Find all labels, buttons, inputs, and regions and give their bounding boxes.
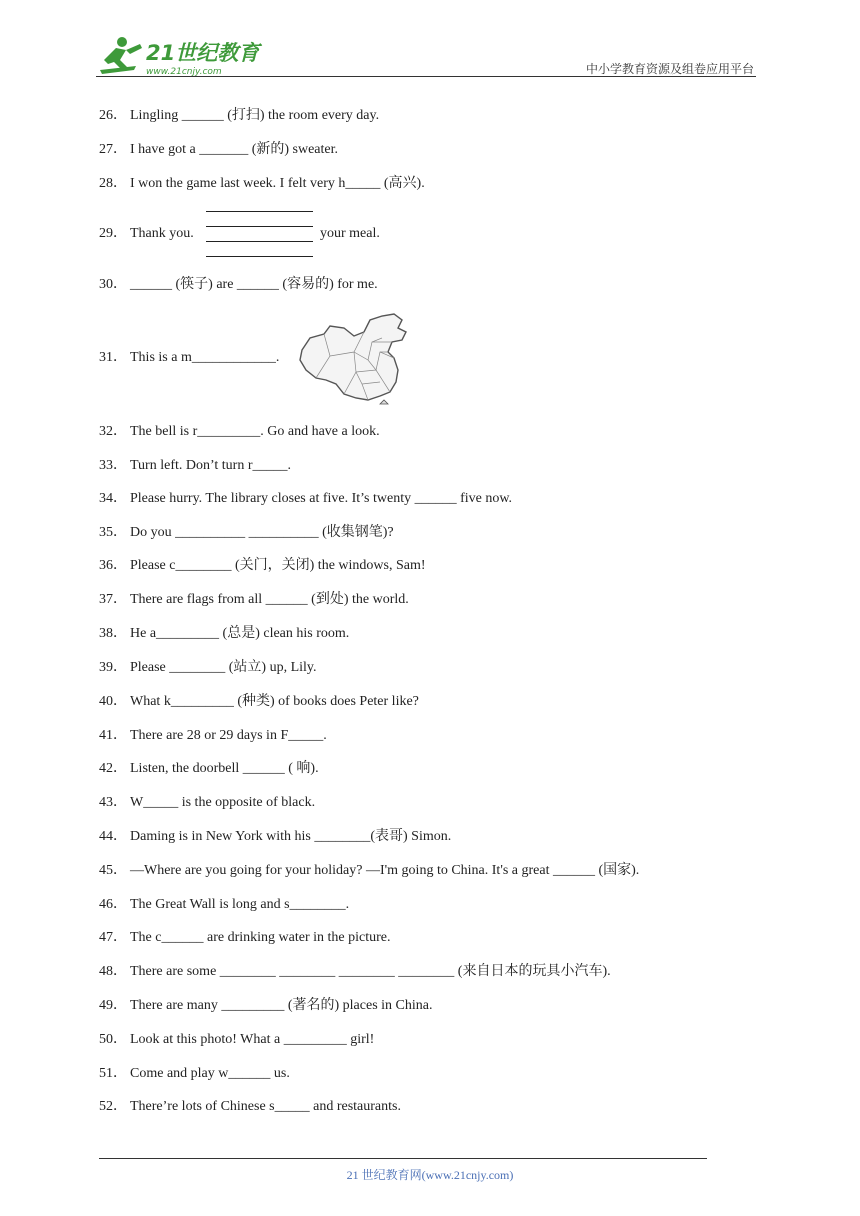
question-number: 44． (99, 829, 127, 844)
question-item (99, 491, 512, 507)
question-number: 46． (99, 897, 127, 912)
question-item (99, 964, 611, 980)
question-item (99, 458, 291, 474)
question-number: 47． (99, 930, 127, 945)
question-text: W_____ is the opposite of black. (130, 795, 316, 810)
question-item (99, 761, 319, 777)
question-number: 39． (99, 660, 127, 675)
question-item (99, 795, 315, 811)
china-map-image (296, 312, 410, 406)
question-text: This is a m____________. (130, 350, 280, 365)
question-text: Thank you. (130, 226, 194, 241)
q29-answer-lines (206, 211, 314, 257)
question-item (99, 592, 409, 608)
question-item (99, 558, 426, 574)
question-text: Please hurry. The library closes at five. It’s twenty ______ five now. (130, 491, 513, 506)
question-number: 37． (99, 592, 127, 607)
question-number: 42． (99, 761, 127, 776)
question-number: 52． (99, 1099, 127, 1114)
question-item (99, 350, 279, 366)
question-text: I won the game last week. I felt very h_____ (高兴). (130, 176, 425, 191)
question-text: Do you __________ __________ (收集钢笔)? (130, 525, 394, 540)
question-text: What k_________ (种类) of books does Peter like? (130, 694, 419, 709)
question-item (99, 694, 419, 710)
question-text: The c______ are drinking water in the picture. (130, 930, 391, 945)
question-number: 48． (99, 964, 127, 979)
question-text: Come and play w______ us. (130, 1066, 290, 1081)
question-number: 50． (99, 1032, 127, 1047)
question-number: 45． (99, 863, 127, 878)
question-item (99, 108, 379, 124)
question-item (99, 728, 327, 744)
question-number: 27． (99, 142, 127, 157)
runner-icon (100, 37, 142, 74)
question-text: Please ________ (站立) up, Lily. (130, 660, 317, 675)
question-text: I have got a _______ (新的) sweater. (130, 142, 338, 157)
question-text: Turn left. Don’t turn r_____. (130, 458, 291, 473)
question-item (99, 277, 378, 293)
question-item (99, 1066, 290, 1082)
question-text: ______ (筷子) are ______ (容易的) for me. (130, 277, 378, 292)
question-number: 36． (99, 558, 127, 573)
question-number: 33． (99, 458, 127, 473)
question-item (99, 930, 390, 946)
question-text: There are many _________ (著名的) places in China. (130, 998, 433, 1013)
question-text: There are some ________ ________ ________ ________ (来自日本的玩具小汽车). (130, 964, 611, 979)
logo-text: 21世纪教育 (146, 41, 260, 65)
question-number: 43． (99, 795, 127, 810)
question-item (99, 142, 338, 158)
footer-text: 21 世纪教育网(www.21cnjy.com) (346, 1168, 514, 1182)
question-text: The Great Wall is long and s________. (130, 897, 350, 912)
question-number: 28． (99, 176, 127, 191)
header-divider (96, 76, 756, 77)
page-header (96, 30, 756, 78)
question-number: 40． (99, 694, 127, 709)
question-number: 49． (99, 998, 127, 1013)
question-item (99, 1099, 401, 1115)
logo-url: www.21cnjy.com (146, 67, 222, 77)
question-text: He a_________ (总是) clean his room. (130, 626, 350, 641)
question-text: Look at this photo! What a _________ girl! (130, 1032, 375, 1047)
question-text: —Where are you going for your holiday? —I'm going to China. It's a great ______ (国家). (130, 863, 640, 878)
question-number: 32． (99, 424, 127, 439)
question-item (99, 424, 380, 440)
footer-divider (99, 1158, 707, 1159)
question-text: Daming is in New York with his ________(表哥) Simon. (130, 829, 452, 844)
question-text: The bell is r_________. Go and have a look. (130, 424, 380, 439)
question-text: There are 28 or 29 days in F_____. (130, 728, 327, 743)
question-item (99, 226, 194, 242)
question-text: Please c________ (关门，关闭) the windows, Sam! (130, 558, 426, 573)
question-number: 34． (99, 491, 127, 506)
question-number: 38． (99, 626, 127, 641)
question-item (99, 1032, 374, 1048)
question-item (99, 863, 639, 879)
question-item (99, 626, 349, 642)
question-item (99, 525, 394, 541)
site-logo (96, 34, 266, 78)
question-item (99, 897, 349, 913)
question-text: There’re lots of Chinese s_____ and restaurants. (130, 1099, 401, 1114)
question-text-after-blank: your meal. (320, 226, 380, 241)
question-text: There are flags from all ______ (到处) the world. (130, 592, 409, 607)
question-item (99, 176, 425, 192)
question-number: 29． (99, 226, 127, 241)
question-text: Lingling ______ (打扫) the room every day. (130, 108, 380, 123)
question-item (99, 829, 451, 845)
question-number: 31． (99, 350, 127, 365)
question-number: 41． (99, 728, 127, 743)
question-number: 51． (99, 1066, 127, 1081)
question-item (99, 660, 317, 676)
question-text: Listen, the doorbell ______ ( 响). (130, 761, 319, 776)
question-number: 26． (99, 108, 127, 123)
platform-name: 中小学教育资源及组卷应用平台 (585, 62, 754, 76)
question-number: 35． (99, 525, 127, 540)
question-number: 30． (99, 277, 127, 292)
question-item (99, 998, 432, 1014)
